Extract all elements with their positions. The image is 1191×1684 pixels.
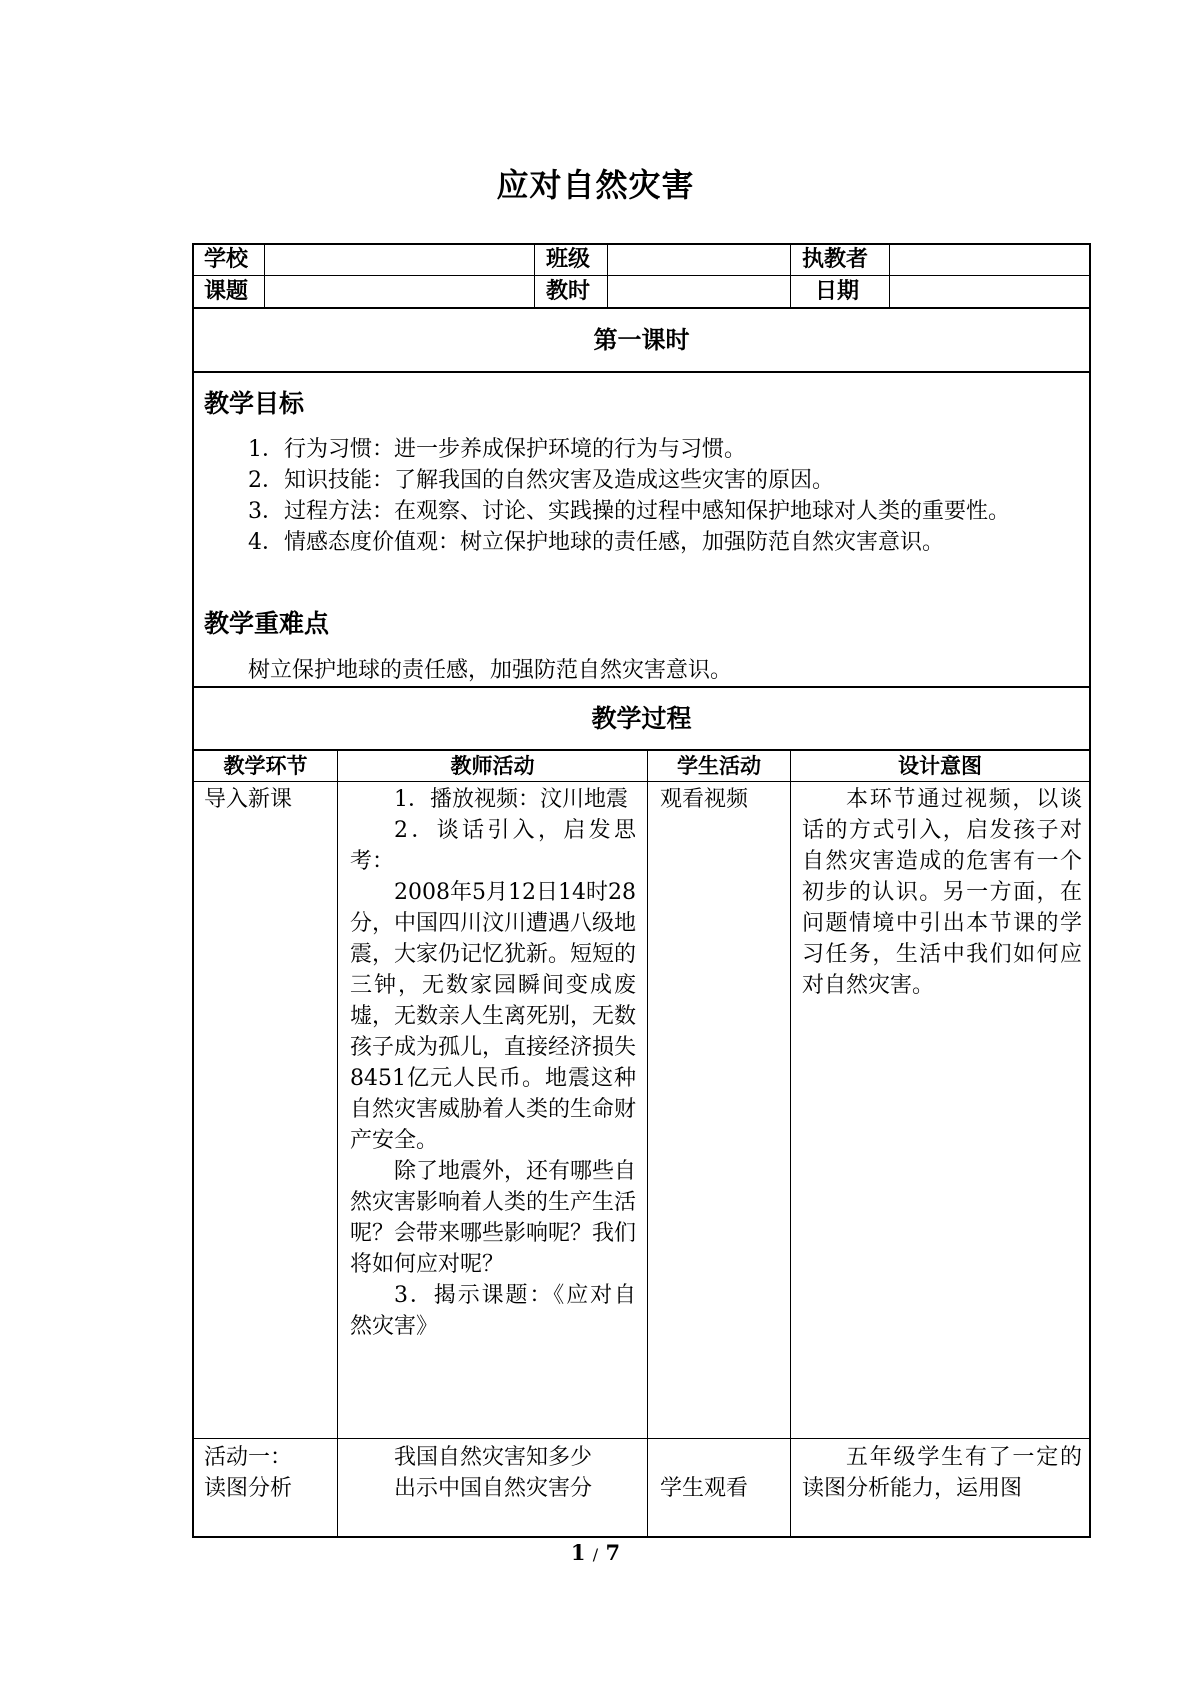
teacher-step: 2．谈话引入，启发思考： <box>350 818 636 874</box>
table-row-stage: 导入新课 <box>204 787 293 812</box>
table-row-intent: 五年级学生有了一定的读图分析能力，运用图 <box>802 1445 1082 1501</box>
teacher-step: 3．揭示课题：《应对自然灾害》 <box>350 1283 636 1339</box>
teacher-step: 除了地震外，还有哪些自然灾害影响着人类的生产生活呢？会带来哪些影响呢？我们将如何应对呢？ <box>350 1159 637 1277</box>
document-title: 应对自然灾害 <box>496 166 695 204</box>
objectives-list <box>204 434 1080 558</box>
current-page: 1 <box>570 1540 586 1565</box>
lesson-heading: 第一课时 <box>593 326 690 354</box>
column-header-student: 学生活动 <box>677 754 761 778</box>
column-header-teacher: 教师活动 <box>450 754 535 778</box>
column-header-intent: 设计意图 <box>898 754 982 778</box>
page-number <box>0 1540 1191 1565</box>
table-row-student: 学生观看 <box>660 1476 749 1501</box>
teacher-label: 执教者 <box>802 247 869 272</box>
column-header-stage: 教学环节 <box>223 754 308 778</box>
objective-item: 3．过程方法：在观察、讨论、实践操的过程中感知保护地球对人类的重要性。 <box>248 499 1010 524</box>
teacher-step: 出示中国自然灾害分 <box>394 1476 593 1501</box>
class-label: 班级 <box>546 247 591 272</box>
objective-item: 2．知识技能：了解我国的自然灾害及造成这些灾害的原因。 <box>248 468 834 493</box>
key-points-heading: 教学重难点 <box>204 609 330 638</box>
teacher-step: 我国自然灾害知多少 <box>394 1445 593 1470</box>
hours-label: 教时 <box>546 279 591 304</box>
process-heading: 教学过程 <box>591 704 692 733</box>
date-label: 日期 <box>815 279 860 304</box>
table-row-student: 观看视频 <box>660 787 749 812</box>
table-row-stage <box>204 1442 332 1504</box>
teacher-step: 2008年5月12日14时28分，中国四川汶川遭遇八级地震，大家仍记忆犹新。短短的三钟，无数家园瞬间变成废墟，无数亲人生离死别，无数孩子成为孤儿，直接经济损失8451亿元人民币。地震这种自然灾害威胁着人类的生命财产安全。 <box>350 880 637 1153</box>
table-row-teacher <box>350 784 636 1342</box>
objective-item: 1．行为习惯：进一步养成保护环境的行为与习惯。 <box>248 437 746 462</box>
objective-item: 4．情感态度价值观：树立保护地球的责任感，加强防范自然灾害意识。 <box>248 530 944 555</box>
objectives-heading: 教学目标 <box>204 389 305 418</box>
stage-line: 活动一： <box>204 1445 293 1470</box>
stage-line: 读图分析 <box>204 1476 293 1501</box>
topic-label: 课题 <box>204 279 249 304</box>
page-separator: / <box>592 1545 599 1564</box>
total-pages: 7 <box>605 1540 621 1565</box>
school-label: 学校 <box>204 247 249 272</box>
table-row-intent: 本环节通过视频，以谈话的方式引入，启发孩子对自然灾害造成的危害有一个初步的认识。另一方面，在问题情境中引出本节课的学习任务，生活中我们如何应对自然灾害。 <box>802 787 1082 998</box>
teacher-step: 1．播放视频：汶川地震 <box>394 787 628 812</box>
key-points-text: 树立保护地球的责任感，加强防范自然灾害意识。 <box>248 658 733 683</box>
table-row-teacher <box>350 1442 636 1504</box>
